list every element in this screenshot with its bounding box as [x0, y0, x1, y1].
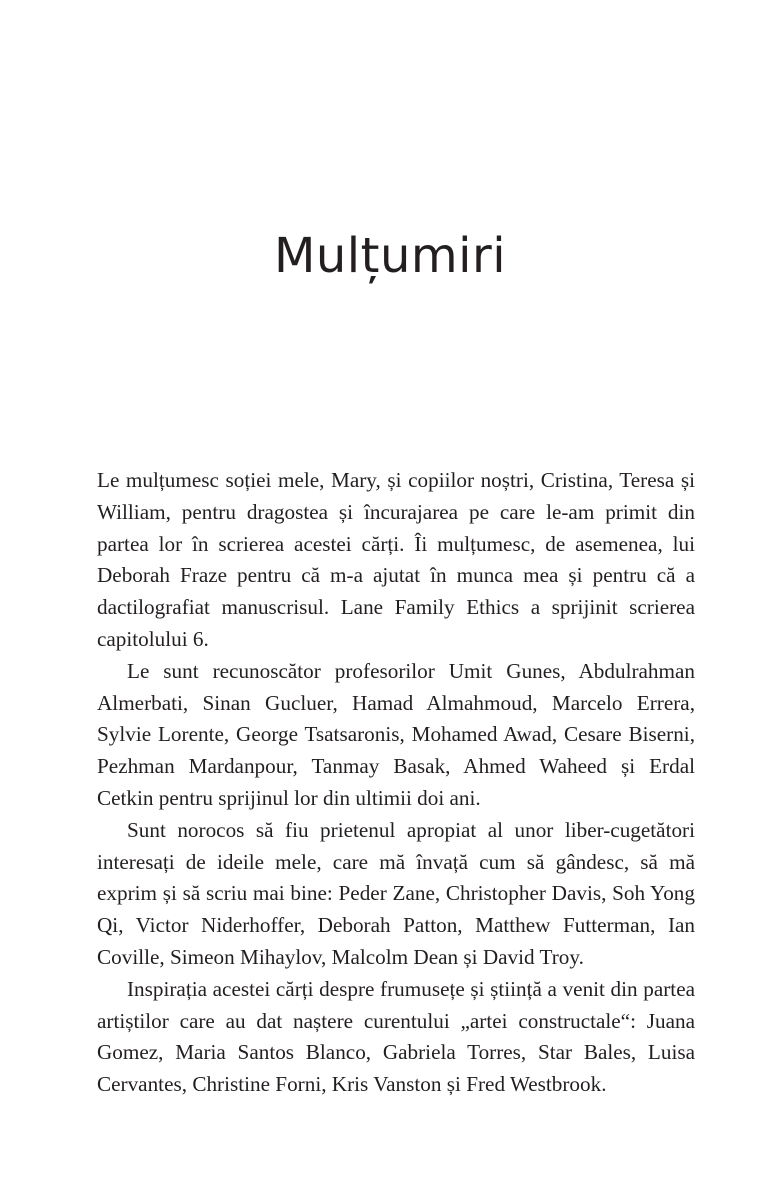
paragraph-3: Sunt norocos să fiu prietenul apropiat al unor liber-cugetători interesați de ideile mele, care mă învață cum să gândesc, să mă exprim și să scriu mai bine: Peder Zane, Christopher Davis, Soh Yong Qi, Victor Niderhoffer, Deborah Patton, Matthew Futterman, Ian Coville, Simeon Mihaylov, Malcolm Dean și David Troy. — [97, 817, 695, 969]
paragraph-2: Le sunt recunoscător profesorilor Umit Gunes, Abdulrahman Almerbati, Sinan Gucluer, Hamad Almahmoud, Marcelo Errera, Sylvie Lorente, George Tsatsaronis, Mohamed Awad, Cesare Biserni, Pezhman Mardanpour, Tanmay Basak, Ahmed Waheed și Erdal Cetkin pentru sprijinul lor din ultimii doi ani. — [97, 658, 695, 810]
acknowledgements-body — [97, 465, 695, 1101]
paragraph-4: Inspirația acestei cărți despre frumusețe și știință a venit din partea artiștilor care au dat naștere curentului „artei constructale“: Juana Gomez, Maria Santos Blanco, Gabriela Torres, Star Bales, Luisa Cervantes, Christine Forni, Kris Vanston și Fred Westbrook. — [97, 976, 695, 1097]
chapter-title: Mulțumiri — [273, 228, 507, 284]
paragraph-1: Le mulțumesc soției mele, Mary, și copiilor noștri, Cristina, Teresa și William, pentru dragostea și încurajarea pe care le-am primit din partea lor în scrierea acestei cărți. Îi mulțumesc, de asemenea, lui Deborah Fraze pentru că m-a ajutat în munca mea și pentru că a dactilografiat manuscrisul. Lane Family Ethics a sprijinit scrierea capitolului 6. — [97, 468, 695, 651]
